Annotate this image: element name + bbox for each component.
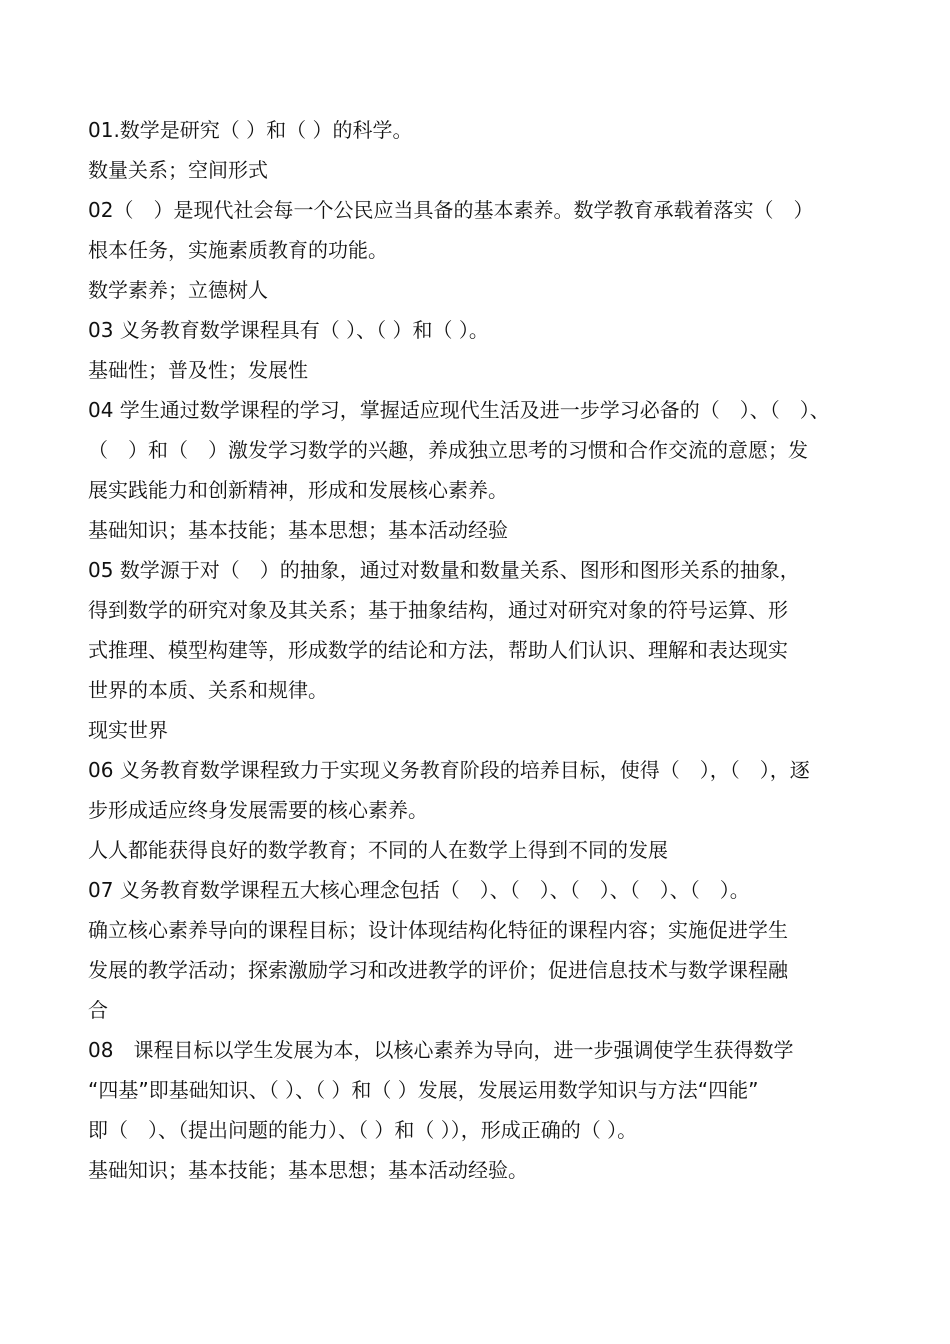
q02-answer: 数学素养；立德树人 — [88, 278, 268, 302]
q05-text-line1: 05 数学源于对（ ）的抽象，通过对数量和数量关系、图形和图形关系的抽象， — [88, 558, 800, 582]
q08-answer: 基础知识；基本技能；基本思想；基本活动经验。 — [88, 1158, 528, 1182]
q07-text: 07 义务教育数学课程五大核心理念包括（ ）、（ ）、（ ）、（ ）、（ ）。 — [88, 878, 750, 902]
q01-text: 01.数学是研究（ ）和（ ）的科学。 — [88, 118, 413, 142]
q02-text-line1: 02（ ）是现代社会每一个公民应当具备的基本素养。数学教育承载着落实（ ） — [88, 198, 814, 222]
q06-text-line2: 步形成适应终身发展需要的核心素养。 — [88, 798, 428, 822]
q07-answer-line1: 确立核心素养导向的课程目标；设计体现结构化特征的课程内容；实施促进学生 — [88, 918, 788, 942]
q02-text-line2: 根本任务，实施素质教育的功能。 — [88, 238, 388, 262]
q03-text: 03 义务教育数学课程具有（ ）、（ ）和（ ）。 — [88, 318, 489, 342]
q08-text-line2: “四基”即基础知识、（ ）、（ ）和（ ）发展，发展运用数学知识与方法“四能” — [88, 1078, 759, 1102]
q06-text-line1: 06 义务教育数学课程致力于实现义务教育阶段的培养目标，使得（ ），（ ），逐 — [88, 758, 810, 782]
q04-text-line3: 展实践能力和创新精神，形成和发展核心素养。 — [88, 478, 508, 502]
q03-answer: 基础性；普及性；发展性 — [88, 358, 308, 382]
q05-answer: 现实世界 — [88, 718, 168, 742]
q04-answer: 基础知识；基本技能；基本思想；基本活动经验 — [88, 518, 508, 542]
q04-text-line1: 04 学生通过数学课程的学习，掌握适应现代生活及进一步学习必备的（ ）、（ ）、 — [88, 398, 830, 422]
q06-answer: 人人都能获得良好的数学教育；不同的人在数学上得到不同的发展 — [88, 838, 668, 862]
q05-text-line4: 世界的本质、关系和规律。 — [88, 678, 328, 702]
q08-text-line3: 即（ ）、（提出问题的能力）、（ ）和（ ）），形成正确的（ ）。 — [88, 1118, 638, 1142]
q08-text-line1: 08 课程目标以学生发展为本，以核心素养为导向，进一步强调使学生获得数学 — [88, 1038, 794, 1062]
document-body — [88, 110, 864, 1190]
q07-answer-line2: 发展的教学活动；探索激励学习和改进教学的评价；促进信息技术与数学课程融 — [88, 958, 788, 982]
q01-answer: 数量关系；空间形式 — [88, 158, 268, 182]
q05-text-line3: 式推理、模型构建等，形成数学的结论和方法，帮助人们认识、理解和表达现实 — [88, 638, 788, 662]
q04-text-line2: （ ）和（ ）激发学习数学的兴趣，养成独立思考的习惯和合作交流的意愿；发 — [88, 438, 808, 462]
q07-answer-line3: 合 — [88, 998, 108, 1022]
q05-text-line2: 得到数学的研究对象及其关系；基于抽象结构，通过对研究对象的符号运算、形 — [88, 598, 788, 622]
